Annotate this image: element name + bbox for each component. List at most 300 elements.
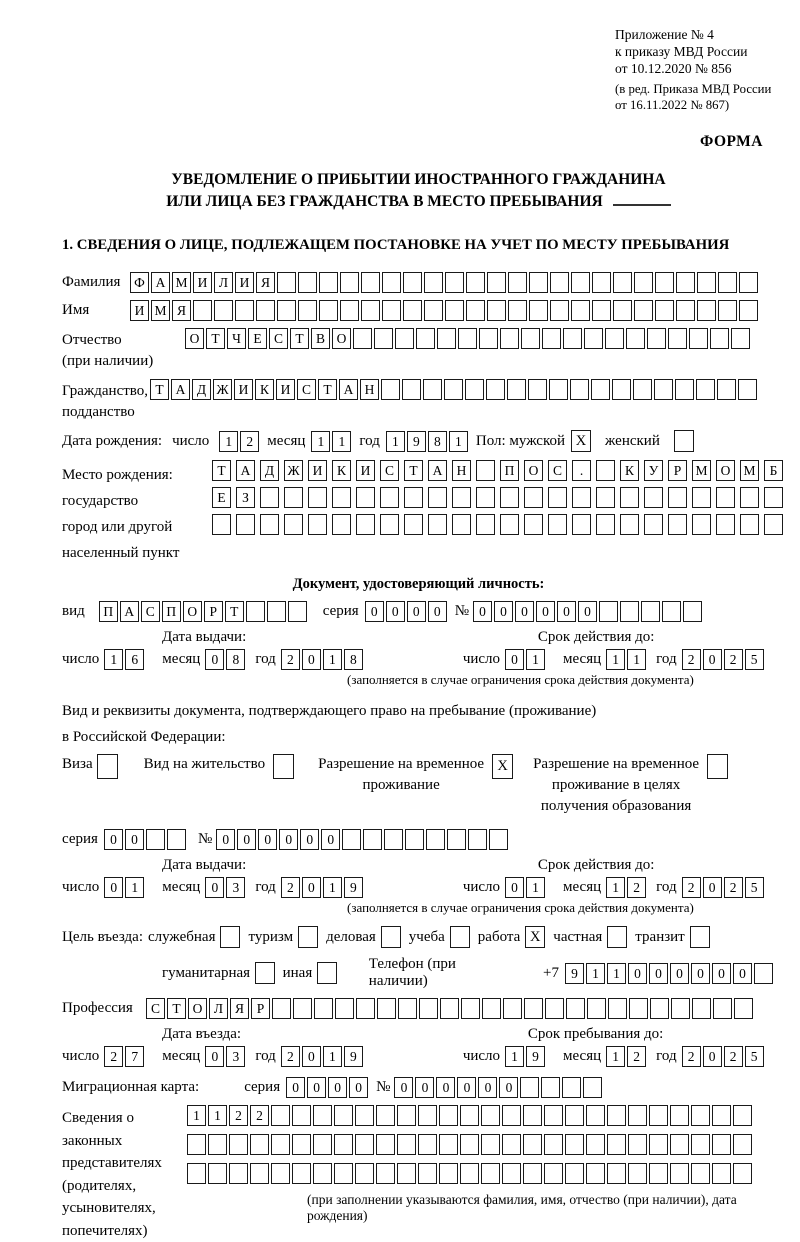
temp-residence-checkbox[interactable]: X [492,754,513,779]
char-cell[interactable]: 1 [606,649,625,670]
char-cell[interactable] [284,514,303,535]
char-cell[interactable] [613,300,632,321]
char-cell[interactable]: 7 [125,1046,144,1067]
char-cell[interactable]: 1 [606,877,625,898]
char-cell[interactable]: 0 [515,601,534,622]
char-cell[interactable]: 1 [104,649,123,670]
char-cell[interactable] [313,1105,332,1126]
char-cell[interactable]: И [276,379,295,400]
char-cell[interactable] [340,300,359,321]
char-cell[interactable] [313,1134,332,1155]
char-cell[interactable] [692,487,711,508]
char-cell[interactable] [508,300,527,321]
char-cell[interactable]: 9 [407,431,426,452]
char-cell[interactable] [260,487,279,508]
char-cell[interactable]: 2 [724,1046,743,1067]
char-cell[interactable]: 0 [205,649,224,670]
char-cell[interactable] [712,1134,731,1155]
char-cell[interactable]: А [236,460,255,481]
char-cell[interactable] [292,1105,311,1126]
char-cell[interactable] [733,1134,752,1155]
char-cell[interactable] [334,1134,353,1155]
char-cell[interactable] [229,1163,248,1184]
char-cell[interactable] [187,1134,206,1155]
char-cell[interactable] [613,272,632,293]
char-cell[interactable] [572,514,591,535]
char-cell[interactable] [733,1105,752,1126]
char-cell[interactable] [549,379,568,400]
char-cell[interactable]: 1 [311,431,330,452]
char-cell[interactable]: К [620,460,639,481]
char-cell[interactable]: 0 [457,1077,476,1098]
char-cell[interactable]: 0 [302,1046,321,1067]
char-cell[interactable]: С [548,460,567,481]
char-cell[interactable]: У [644,460,663,481]
char-cell[interactable]: 0 [691,963,710,984]
char-cell[interactable] [419,998,438,1019]
char-cell[interactable] [452,487,471,508]
char-cell[interactable] [716,487,735,508]
char-cell[interactable]: 0 [407,601,426,622]
char-cell[interactable] [355,1134,374,1155]
char-cell[interactable]: 0 [703,649,722,670]
char-cell[interactable]: 3 [226,877,245,898]
char-cell[interactable] [332,487,351,508]
char-cell[interactable] [671,998,690,1019]
char-cell[interactable]: 2 [281,877,300,898]
char-cell[interactable] [452,514,471,535]
char-cell[interactable] [308,487,327,508]
char-cell[interactable]: 2 [281,649,300,670]
char-cell[interactable]: 1 [606,1046,625,1067]
char-cell[interactable]: Т [212,460,231,481]
char-cell[interactable] [647,328,666,349]
char-cell[interactable]: 8 [428,431,447,452]
char-cell[interactable]: 0 [300,829,319,850]
char-cell[interactable] [313,1163,332,1184]
char-cell[interactable]: 5 [745,877,764,898]
char-cell[interactable] [356,487,375,508]
char-cell[interactable] [529,272,548,293]
char-cell[interactable] [292,1134,311,1155]
char-cell[interactable]: Т [150,379,169,400]
char-cell[interactable] [607,1163,626,1184]
char-cell[interactable]: О [332,328,351,349]
char-cell[interactable] [361,300,380,321]
char-cell[interactable] [718,272,737,293]
char-cell[interactable] [342,829,361,850]
char-cell[interactable] [267,601,286,622]
char-cell[interactable]: 1 [627,649,646,670]
char-cell[interactable]: 0 [494,601,513,622]
char-cell[interactable]: 0 [703,877,722,898]
char-cell[interactable]: Я [172,300,191,321]
char-cell[interactable]: О [185,328,204,349]
char-cell[interactable]: М [692,460,711,481]
char-cell[interactable] [424,300,443,321]
char-cell[interactable] [565,1105,584,1126]
char-cell[interactable] [481,1163,500,1184]
char-cell[interactable] [468,829,487,850]
char-cell[interactable] [566,998,585,1019]
char-cell[interactable]: 2 [724,649,743,670]
char-cell[interactable]: А [339,379,358,400]
char-cell[interactable] [607,1134,626,1155]
char-cell[interactable]: Т [290,328,309,349]
char-cell[interactable] [236,514,255,535]
char-cell[interactable]: О [524,460,543,481]
char-cell[interactable] [740,487,759,508]
char-cell[interactable] [649,1134,668,1155]
char-cell[interactable] [426,829,445,850]
char-cell[interactable] [712,1163,731,1184]
char-cell[interactable] [229,1134,248,1155]
char-cell[interactable]: 0 [478,1077,497,1098]
char-cell[interactable]: Ф [130,272,149,293]
char-cell[interactable] [428,487,447,508]
char-cell[interactable] [246,601,265,622]
char-cell[interactable]: Р [204,601,223,622]
char-cell[interactable]: 0 [386,601,405,622]
char-cell[interactable] [363,829,382,850]
char-cell[interactable] [356,514,375,535]
char-cell[interactable]: А [120,601,139,622]
char-cell[interactable]: И [356,460,375,481]
char-cell[interactable]: 0 [302,649,321,670]
char-cell[interactable] [528,379,547,400]
char-cell[interactable] [272,998,291,1019]
char-cell[interactable]: Д [260,460,279,481]
char-cell[interactable]: 0 [628,963,647,984]
purpose-private-checkbox[interactable] [607,926,627,948]
char-cell[interactable] [376,1163,395,1184]
char-cell[interactable] [620,601,639,622]
char-cell[interactable]: 1 [332,431,351,452]
char-cell[interactable]: 0 [436,1077,455,1098]
char-cell[interactable]: 1 [208,1105,227,1126]
char-cell[interactable] [689,328,708,349]
char-cell[interactable] [668,328,687,349]
char-cell[interactable] [424,272,443,293]
char-cell[interactable]: 1 [125,877,144,898]
char-cell[interactable]: 0 [505,649,524,670]
char-cell[interactable] [445,300,464,321]
char-cell[interactable] [596,487,615,508]
char-cell[interactable] [293,998,312,1019]
char-cell[interactable]: Ж [213,379,232,400]
char-cell[interactable] [298,300,317,321]
char-cell[interactable] [670,1105,689,1126]
char-cell[interactable] [487,272,506,293]
char-cell[interactable] [764,487,783,508]
char-cell[interactable] [292,1163,311,1184]
char-cell[interactable]: 0 [286,1077,305,1098]
char-cell[interactable] [731,328,750,349]
char-cell[interactable] [481,1134,500,1155]
char-cell[interactable]: 0 [328,1077,347,1098]
char-cell[interactable] [523,1163,542,1184]
char-cell[interactable]: . [572,460,591,481]
char-cell[interactable] [523,1134,542,1155]
char-cell[interactable] [524,487,543,508]
char-cell[interactable] [524,514,543,535]
char-cell[interactable] [380,514,399,535]
char-cell[interactable] [697,272,716,293]
char-cell[interactable]: И [235,272,254,293]
char-cell[interactable] [716,514,735,535]
purpose-transit-checkbox[interactable] [690,926,710,948]
char-cell[interactable] [271,1163,290,1184]
char-cell[interactable] [607,1105,626,1126]
char-cell[interactable] [476,460,495,481]
char-cell[interactable]: 2 [281,1046,300,1067]
char-cell[interactable]: 9 [565,963,584,984]
char-cell[interactable] [444,379,463,400]
char-cell[interactable] [382,272,401,293]
char-cell[interactable] [649,1105,668,1126]
char-cell[interactable] [587,998,606,1019]
char-cell[interactable] [308,514,327,535]
char-cell[interactable]: 0 [104,829,123,850]
char-cell[interactable]: Л [214,272,233,293]
char-cell[interactable] [649,1163,668,1184]
char-cell[interactable]: 0 [712,963,731,984]
char-cell[interactable] [361,272,380,293]
char-cell[interactable]: 8 [344,649,363,670]
char-cell[interactable] [676,272,695,293]
char-cell[interactable] [461,998,480,1019]
char-cell[interactable] [676,300,695,321]
char-cell[interactable] [650,998,669,1019]
char-cell[interactable]: Т [318,379,337,400]
char-cell[interactable] [718,300,737,321]
char-cell[interactable] [487,300,506,321]
char-cell[interactable]: 0 [578,601,597,622]
char-cell[interactable] [403,272,422,293]
char-cell[interactable] [376,1134,395,1155]
char-cell[interactable] [592,272,611,293]
char-cell[interactable] [739,272,758,293]
char-cell[interactable] [712,1105,731,1126]
char-cell[interactable]: 1 [323,649,342,670]
char-cell[interactable] [482,998,501,1019]
char-cell[interactable] [460,1163,479,1184]
char-cell[interactable] [620,514,639,535]
char-cell[interactable] [544,1105,563,1126]
char-cell[interactable] [271,1134,290,1155]
char-cell[interactable]: 9 [526,1046,545,1067]
char-cell[interactable] [655,300,674,321]
char-cell[interactable]: Л [209,998,228,1019]
char-cell[interactable] [288,601,307,622]
char-cell[interactable] [376,1105,395,1126]
char-cell[interactable]: Т [225,601,244,622]
char-cell[interactable] [235,300,254,321]
char-cell[interactable] [713,998,732,1019]
char-cell[interactable]: О [183,601,202,622]
char-cell[interactable] [476,514,495,535]
char-cell[interactable]: 0 [125,829,144,850]
char-cell[interactable] [397,1163,416,1184]
char-cell[interactable] [250,1163,269,1184]
char-cell[interactable] [596,514,615,535]
char-cell[interactable]: 1 [386,431,405,452]
char-cell[interactable] [397,1105,416,1126]
char-cell[interactable] [586,1163,605,1184]
char-cell[interactable] [460,1134,479,1155]
char-cell[interactable]: Б [764,460,783,481]
char-cell[interactable] [479,328,498,349]
temp-residence-education-checkbox[interactable] [707,754,728,779]
purpose-official-checkbox[interactable] [220,926,240,948]
char-cell[interactable] [458,328,477,349]
char-cell[interactable]: 2 [229,1105,248,1126]
char-cell[interactable]: И [193,272,212,293]
char-cell[interactable]: 2 [682,877,701,898]
char-cell[interactable] [277,300,296,321]
char-cell[interactable]: Е [212,487,231,508]
char-cell[interactable]: 8 [226,649,245,670]
char-cell[interactable] [384,829,403,850]
char-cell[interactable] [404,487,423,508]
char-cell[interactable]: Ч [227,328,246,349]
char-cell[interactable]: 0 [649,963,668,984]
char-cell[interactable] [402,379,421,400]
char-cell[interactable]: И [308,460,327,481]
char-cell[interactable] [374,328,393,349]
char-cell[interactable]: Д [192,379,211,400]
char-cell[interactable] [628,1134,647,1155]
char-cell[interactable]: 1 [526,649,545,670]
char-cell[interactable] [503,998,522,1019]
char-cell[interactable] [626,328,645,349]
char-cell[interactable] [592,300,611,321]
char-cell[interactable] [508,272,527,293]
char-cell[interactable]: 2 [627,877,646,898]
char-cell[interactable] [502,1105,521,1126]
char-cell[interactable] [562,1077,581,1098]
char-cell[interactable] [550,272,569,293]
char-cell[interactable] [683,601,702,622]
char-cell[interactable] [167,829,186,850]
char-cell[interactable] [764,514,783,535]
char-cell[interactable] [717,379,736,400]
char-cell[interactable]: 0 [216,829,235,850]
char-cell[interactable] [662,601,681,622]
char-cell[interactable]: 0 [703,1046,722,1067]
char-cell[interactable] [629,998,648,1019]
purpose-other-checkbox[interactable] [317,962,337,984]
char-cell[interactable] [334,1105,353,1126]
char-cell[interactable] [563,328,582,349]
char-cell[interactable]: 0 [279,829,298,850]
char-cell[interactable] [193,300,212,321]
char-cell[interactable]: 2 [682,1046,701,1067]
char-cell[interactable] [439,1163,458,1184]
char-cell[interactable] [437,328,456,349]
char-cell[interactable] [418,1163,437,1184]
char-cell[interactable] [208,1163,227,1184]
char-cell[interactable] [565,1163,584,1184]
char-cell[interactable]: М [172,272,191,293]
char-cell[interactable]: З [236,487,255,508]
char-cell[interactable] [500,487,519,508]
char-cell[interactable]: 0 [670,963,689,984]
char-cell[interactable]: С [380,460,399,481]
char-cell[interactable] [403,300,422,321]
char-cell[interactable] [335,998,354,1019]
char-cell[interactable] [319,272,338,293]
char-cell[interactable] [599,601,618,622]
char-cell[interactable] [418,1134,437,1155]
char-cell[interactable]: 0 [205,1046,224,1067]
char-cell[interactable]: Н [360,379,379,400]
char-cell[interactable] [500,514,519,535]
char-cell[interactable] [380,487,399,508]
char-cell[interactable] [570,379,589,400]
char-cell[interactable] [521,328,540,349]
char-cell[interactable] [710,328,729,349]
char-cell[interactable]: О [188,998,207,1019]
char-cell[interactable] [668,514,687,535]
char-cell[interactable] [355,1163,374,1184]
char-cell[interactable] [608,998,627,1019]
char-cell[interactable]: 2 [104,1046,123,1067]
char-cell[interactable] [439,1134,458,1155]
char-cell[interactable]: А [171,379,190,400]
char-cell[interactable] [314,998,333,1019]
char-cell[interactable] [691,1105,710,1126]
char-cell[interactable] [418,1105,437,1126]
char-cell[interactable]: 0 [473,601,492,622]
sex-female-checkbox[interactable] [674,430,694,452]
char-cell[interactable] [691,1134,710,1155]
char-cell[interactable] [397,1134,416,1155]
char-cell[interactable] [507,379,526,400]
char-cell[interactable] [428,514,447,535]
char-cell[interactable] [571,272,590,293]
char-cell[interactable] [644,514,663,535]
char-cell[interactable]: 1 [526,877,545,898]
char-cell[interactable]: 0 [258,829,277,850]
char-cell[interactable] [332,514,351,535]
char-cell[interactable]: Т [167,998,186,1019]
char-cell[interactable] [405,829,424,850]
char-cell[interactable] [605,328,624,349]
char-cell[interactable]: 0 [733,963,752,984]
char-cell[interactable] [520,1077,539,1098]
char-cell[interactable]: Е [248,328,267,349]
char-cell[interactable] [596,460,615,481]
char-cell[interactable] [377,998,396,1019]
char-cell[interactable] [548,514,567,535]
char-cell[interactable]: 2 [682,649,701,670]
char-cell[interactable] [655,272,674,293]
char-cell[interactable]: С [297,379,316,400]
char-cell[interactable] [734,998,753,1019]
char-cell[interactable]: 0 [505,877,524,898]
char-cell[interactable] [586,1105,605,1126]
char-cell[interactable]: 1 [505,1046,524,1067]
char-cell[interactable]: 0 [237,829,256,850]
char-cell[interactable] [319,300,338,321]
char-cell[interactable] [271,1105,290,1126]
purpose-study-checkbox[interactable] [450,926,470,948]
char-cell[interactable]: 3 [226,1046,245,1067]
char-cell[interactable] [628,1163,647,1184]
char-cell[interactable] [423,379,442,400]
char-cell[interactable]: П [500,460,519,481]
